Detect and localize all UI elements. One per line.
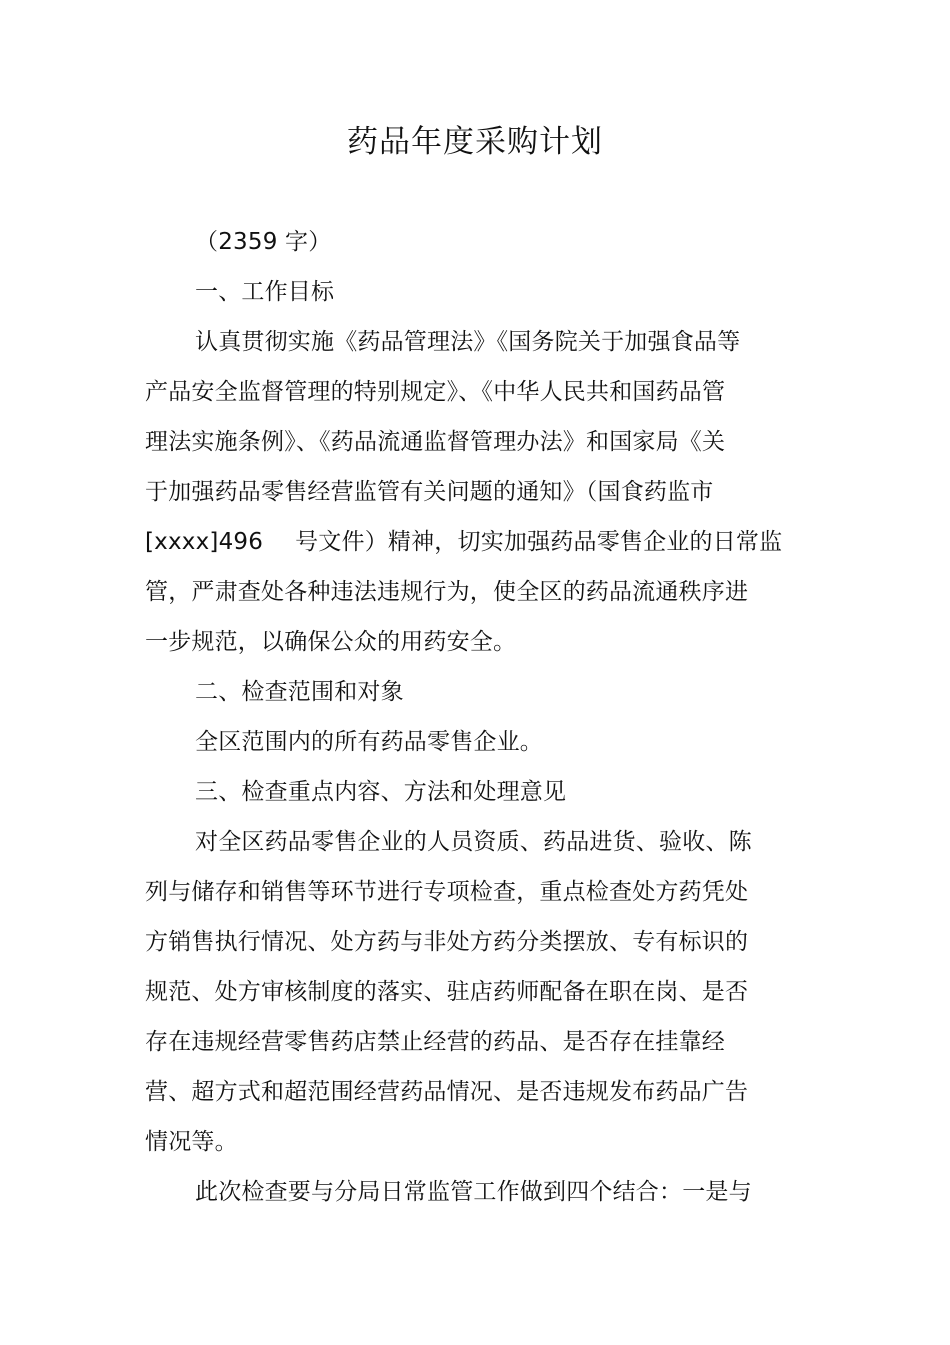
paragraph-line <box>145 526 782 558</box>
paragraph-line: 列与储存和销售等环节进行专项检查，重点检查处方药凭处 <box>145 879 749 905</box>
section-heading-goals: 一、工作目标 <box>195 279 335 305</box>
document-title: 药品年度采购计划 <box>347 124 603 160</box>
section-heading-scope: 二、检查范围和对象 <box>195 679 404 705</box>
paragraph-line: 于加强药品零售经营监管有关问题的通知》（国食药监市 <box>145 479 714 505</box>
paragraph-line: 管，严肃查处各种违法违规行为，使全区的药品流通秩序进 <box>145 579 749 605</box>
paragraph-line: 一步规范，以确保公众的用药安全。 <box>145 629 517 655</box>
document-number: [xxxx]496 <box>145 529 264 555</box>
word-count: （2359 字） <box>195 229 332 255</box>
paragraph-line: 对全区药品零售企业的人员资质、药品进货、验收、陈 <box>195 829 752 855</box>
paragraph-text: 号文件）精神，切实加强药品零售企业的日常监 <box>295 529 783 555</box>
paragraph-line: 理法实施条例》、《药品流通监督管理办法》和国家局《关 <box>145 429 726 455</box>
paragraph-line: 此次检查要与分局日常监管工作做到四个结合：一是与 <box>195 1179 752 1205</box>
paragraph-line: 营、超方式和超范围经营药品情况、是否违规发布药品广告 <box>145 1079 749 1105</box>
paragraph-line: 存在违规经营零售药店禁止经营的药品、是否存在挂靠经 <box>145 1029 725 1055</box>
paragraph-line: 情况等。 <box>145 1129 238 1155</box>
paragraph-line: 方销售执行情况、处方药与非处方药分类摆放、专有标识的 <box>145 929 749 955</box>
paragraph-line: 产品安全监督管理的特别规定》、《中华人民共和国药品管 <box>145 379 726 405</box>
paragraph-line: 全区范围内的所有药品零售企业。 <box>195 729 543 755</box>
paragraph-line: 认真贯彻实施《药品管理法》《国务院关于加强食品等 <box>195 329 741 355</box>
paragraph-line: 规范、处方审核制度的落实、驻店药师配备在职在岗、是否 <box>145 979 749 1005</box>
section-heading-inspection: 三、检查重点内容、方法和处理意见 <box>195 779 567 805</box>
